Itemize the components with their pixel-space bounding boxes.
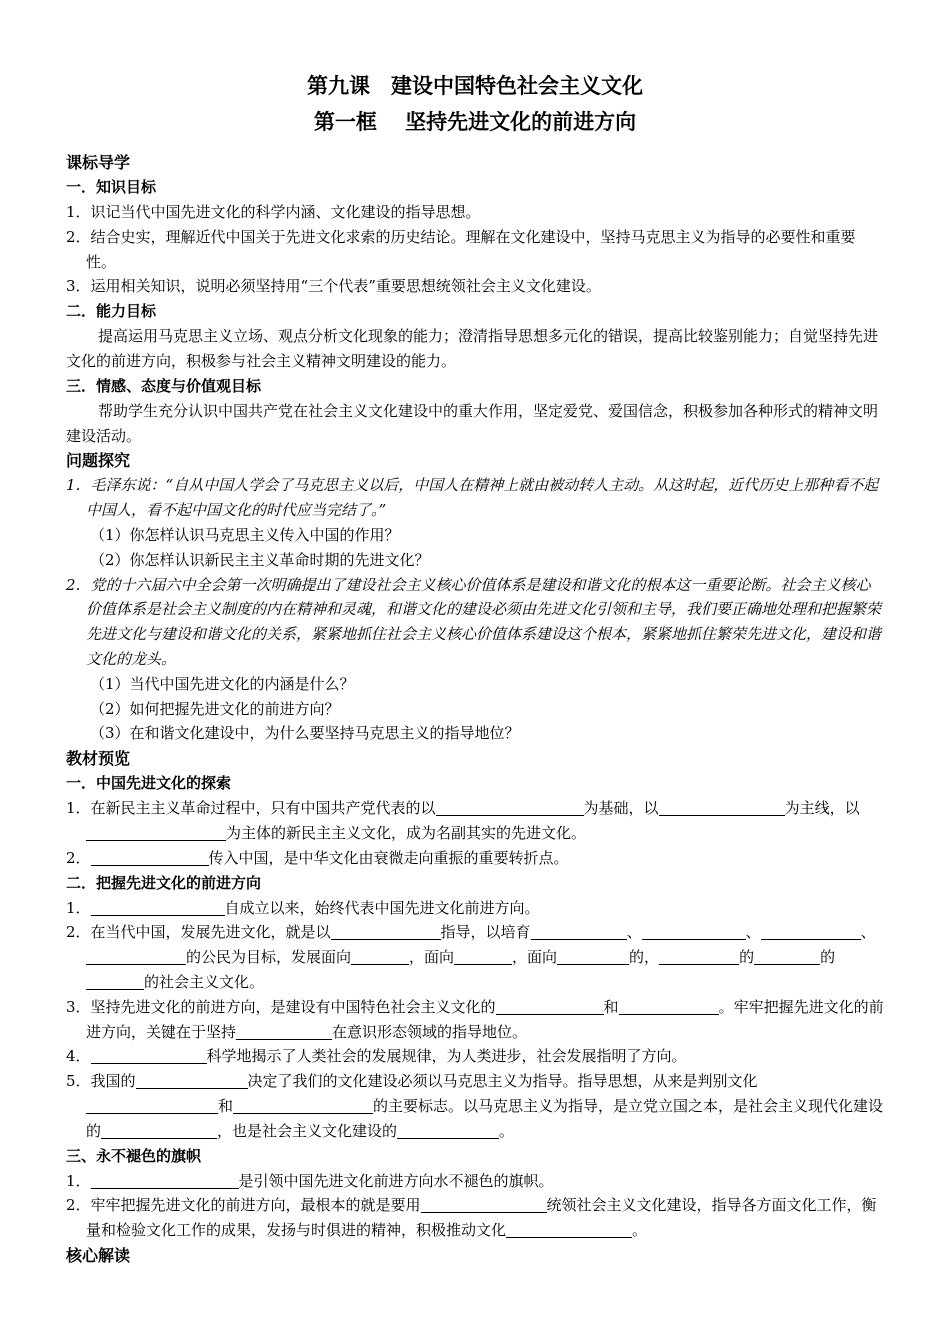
- heading-ability-goals: 二．能力目标: [66, 302, 157, 321]
- question-1-sub: （2）你怎样认识新民主主义革命时期的先进文化？: [90, 550, 430, 569]
- fill-item-2-2: 2．在当代中国，发展先进文化，就是以 指导，以培育 、 、 、的公民为目标，发展面向 ，面向 ，面向 的， 的 的的社会主义文化。: [66, 923, 876, 991]
- fill-blank[interactable]: [91, 899, 225, 916]
- heading-knowledge-goals: 一．知识目标: [66, 178, 157, 196]
- fill-blank[interactable]: [506, 1221, 632, 1238]
- fill-blank[interactable]: [557, 948, 629, 965]
- fill-blank[interactable]: [331, 923, 441, 940]
- fill-blank[interactable]: [91, 849, 209, 866]
- fill-item-2-4: 4． 科学地揭示了人类社会的发展规律，为人类进步，社会发展指明了方向。: [66, 1047, 687, 1066]
- knowledge-item: 2．结合史实，理解近代中国关于先进文化求索的历史结论。理解在文化建设中，坚持马克思主义为指导的必要性和重要性。: [66, 227, 856, 271]
- fill-blank[interactable]: [397, 1122, 499, 1139]
- fill-blank[interactable]: [86, 948, 186, 965]
- fill-blank[interactable]: [101, 1122, 217, 1139]
- fill-blank[interactable]: [351, 948, 409, 965]
- fill-item-3-1: 1． 是引领中国先进文化前进方向水不褪色的旗帜。: [66, 1171, 554, 1190]
- fill-blank[interactable]: [761, 923, 861, 940]
- fill-item-1-1: 1．在新民主主义革命过程中，只有中国共产党代表的以 为基础，以 为主线，以为主体的新民主主义文化，成为名副其实的先进文化。: [66, 799, 860, 842]
- fill-blank[interactable]: [659, 799, 785, 816]
- question-1-sub: （1）你怎样认识马克思主义传入中国的作用？: [90, 525, 400, 544]
- heading-emotion-goals: 三．情感、态度与价值观目标: [66, 376, 262, 395]
- fill-blank[interactable]: [91, 1047, 207, 1064]
- lesson-title: 第九课 建设中国特色社会主义文化: [307, 74, 643, 98]
- section-title: 第一框 坚持先进文化的前进方向: [313, 110, 637, 134]
- fill-item-1-2: 2． 传入中国，是中华文化由衰微走向重振的重要转折点。: [66, 848, 569, 867]
- fill-item-2-5: 5．我国的 决定了我们的文化建设必须以马克思主义为指导。指导思想，从来是判别文化和 的主要标志。以马克思主义为指导，是立党立国之本，是社会主义现代化建设的 ，也是社会主义文化建设的 。: [66, 1072, 884, 1140]
- heading-core-interpretation: 核心解读: [66, 1245, 131, 1265]
- fill-blank[interactable]: [436, 799, 584, 816]
- question-2-sub: （3）在和谐文化建设中，为什么要坚持马克思主义的指导地位？: [90, 724, 520, 743]
- fill-blank[interactable]: [86, 1097, 218, 1114]
- fill-blank[interactable]: [642, 923, 746, 940]
- knowledge-item: 3．运用相关知识，说明必须坚持用“三个代表”重要思想统领社会主义文化建设。: [66, 277, 601, 296]
- question-2: 2．党的十六届六中全会第一次明确提出了建设社会主义核心价值体系是建设和谐文化的根本这一重要论断。社会主义核心价值体系是社会主义制度的内在精神和灵魂，和谐文化的建设必须由先进文化引领和主导，我们要正确地处理和把握繁荣先进文化与建设和谐文化的关系，紧紧地抓住社会主义核心价值体系建设这个根本，紧紧地抓住繁荣先进文化，建设和谐文化的龙头。: [66, 575, 882, 668]
- heading-part-2: 二．把握先进文化的前进方向: [66, 873, 262, 892]
- fill-item-2-1: 1． 自成立以来，始终代表中国先进文化前进方向。: [66, 898, 540, 917]
- heading-part-1: 一．中国先进文化的探索: [66, 774, 232, 793]
- heading-problem-inquiry: 问题探究: [66, 451, 131, 471]
- fill-blank[interactable]: [91, 1172, 239, 1189]
- fill-blank[interactable]: [233, 1097, 373, 1114]
- fill-blank[interactable]: [659, 948, 739, 965]
- fill-blank[interactable]: [136, 1072, 248, 1089]
- question-1: 1．毛泽东说：“自从中国人学会了马克思主义以后，中国人在精神上就由被动转人主动。从这时起，近代历史上那种看不起中国人，看不起中国文化的时代应当完结了。”: [66, 476, 879, 520]
- fill-blank[interactable]: [86, 824, 226, 841]
- heading-curriculum-guide: 课标导学: [66, 153, 131, 172]
- fill-blank[interactable]: [754, 948, 820, 965]
- fill-blank[interactable]: [421, 1196, 547, 1213]
- fill-blank[interactable]: [496, 998, 604, 1015]
- fill-blank[interactable]: [454, 948, 512, 965]
- emotion-text: 帮助学生充分认识中国共产党在社会主义文化建设中的重大作用，坚定爱党、爱国信念，积极参加各种形式的精神文明建设活动。: [66, 401, 879, 445]
- fill-blank[interactable]: [619, 998, 719, 1015]
- fill-blank[interactable]: [531, 923, 627, 940]
- question-2-sub: （2）如何把握先进文化的前进方向？: [90, 699, 340, 718]
- fill-item-2-3: 3．坚持先进文化的前进方向，是建设有中国特色社会主义文化的 和 。牢牢把握先进文化的前进方向，关键在于坚持 在意识形态领域的指导地位。: [66, 997, 884, 1041]
- heading-textbook-preview: 教材预览: [66, 749, 131, 769]
- question-2-sub: （1）当代中国先进文化的内涵是什么？: [90, 674, 355, 693]
- document-body: [66, 150, 884, 1268]
- title-block: [0, 68, 950, 140]
- fill-blank[interactable]: [86, 973, 144, 990]
- ability-text: 提高运用马克思主义立场、观点分析文化现象的能力；澄清指导思想多元化的错误，提高比较鉴别能力；自觉坚持先进文化的前进方向，积极参与社会主义精神文明建设的能力。: [66, 327, 879, 370]
- heading-part-3: 三、永不褪色的旗帜: [66, 1146, 202, 1165]
- fill-item-3-2: 2．牢牢把握先进文化的前进方向，最根本的就是要用 统领社会主义文化建设，指导各方面文化工作，衡量和检验文化工作的成果，发扬与时俱进的精神，积极推动文化 。: [66, 1196, 877, 1240]
- fill-blank[interactable]: [236, 1023, 332, 1040]
- knowledge-item: 1．识记当代中国先进文化的科学内涵、文化建设的指导思想。: [66, 203, 481, 221]
